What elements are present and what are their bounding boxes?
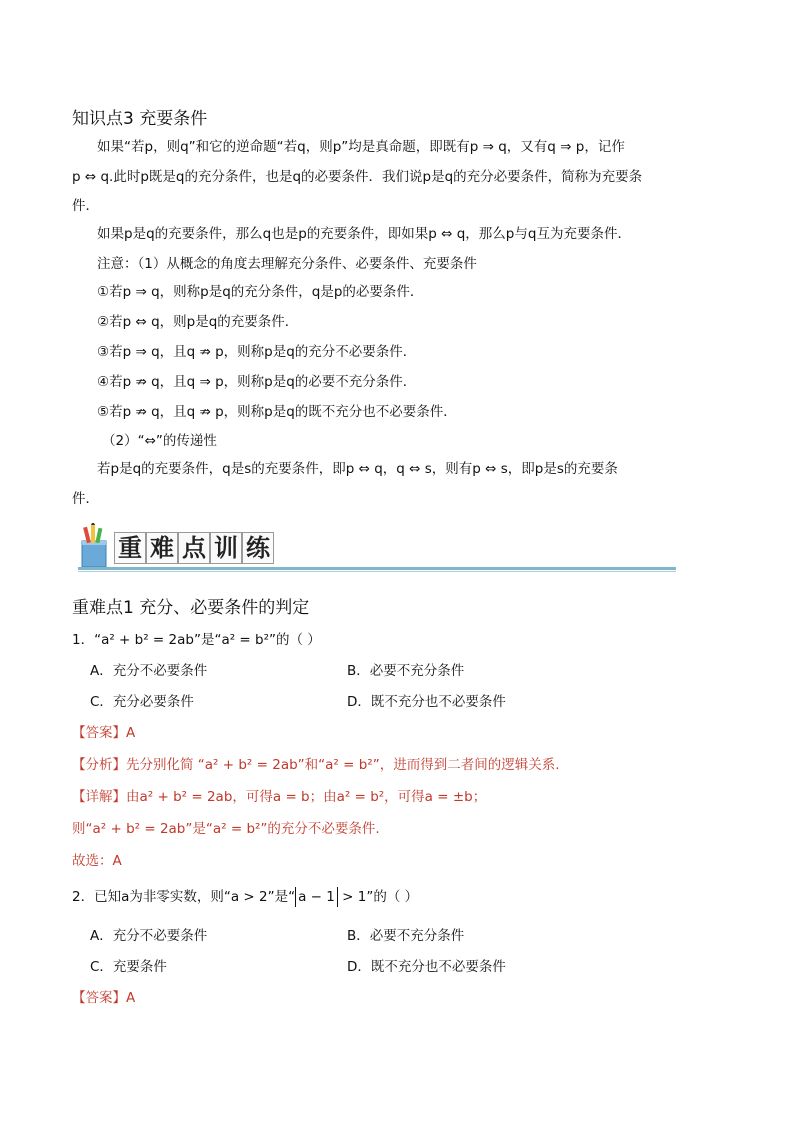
- list-item: ②若p ⇔ q，则p是q的充要条件．: [97, 314, 299, 330]
- answer-value: A: [126, 990, 136, 1006]
- option-c: C．充分必要条件: [90, 694, 194, 710]
- analysis-text: 先分别化简 “a² + b² = 2ab”和“a² = b²”，进而得到二者间的逻辑关系.: [126, 757, 560, 773]
- answer-tag: 【答案】: [72, 990, 126, 1006]
- option-b: B．必要不充分条件: [347, 663, 465, 679]
- answer-tag: 【答案】: [72, 725, 126, 741]
- option-d: D．既不充分也不必要条件: [347, 959, 506, 975]
- option-d: D．既不充分也不必要条件: [347, 694, 506, 710]
- question-stem: [72, 887, 418, 907]
- stem-pre: 2．已知a为非零实数，则“a > 2”是“: [72, 889, 296, 905]
- answer-value: A: [126, 725, 136, 741]
- sub-heading: （2）“⇔”的传递性: [102, 433, 217, 449]
- option-c: C．充要条件: [90, 959, 167, 975]
- detail-line: [72, 787, 486, 807]
- banner-char: 重: [114, 532, 146, 564]
- abs-expression: a − 1: [295, 887, 338, 907]
- conclusion-line: 则“a² + b² = 2ab”是“a² = b²”的充分不必要条件.: [72, 821, 380, 837]
- stem-post: > 1”的（ ）: [337, 889, 419, 905]
- banner-underline: [78, 567, 676, 570]
- paragraph-line: p ⇔ q.此时p既是q的充分条件，也是q的必要条件．我们说p是q的充分必要条件，简称为充要条: [72, 169, 643, 185]
- banner-char: 训: [210, 532, 242, 564]
- paragraph-line: 件．: [72, 198, 99, 214]
- detail-text: 由a² + b² = 2ab，可得a = b；由a² = b²，可得a = ±b；: [126, 789, 487, 805]
- banner-char: 练: [242, 532, 274, 564]
- analysis-line: [72, 755, 560, 775]
- option-a: A．充分不必要条件: [90, 663, 208, 679]
- answer-line: [72, 723, 135, 743]
- option-b: B．必要不充分条件: [347, 928, 465, 944]
- banner-char: 点: [178, 532, 210, 564]
- pencil-cup-icon: [78, 523, 112, 569]
- banner-underline-thin: [78, 571, 676, 572]
- section-title: 知识点3 充要条件: [72, 109, 208, 129]
- paragraph-line: 若p是q的充要条件，q是s的充要条件，即p ⇔ q，q ⇔ s，则有p ⇔ s，即p是s的充要条: [97, 461, 618, 477]
- paragraph: 如果p是q的充要条件，那么q也是p的充要条件，即如果p ⇔ q，那么p与q互为充要条件．: [97, 226, 631, 242]
- choose-line: 故选：A: [72, 853, 122, 869]
- note-heading: 注意：（1）从概念的角度去理解充分条件、必要条件、充要条件: [97, 256, 477, 272]
- paragraph-line: 如果“若p，则q”和它的逆命题“若q，则p”均是真命题，即既有p ⇒ q，又有q ⇒ p，记作: [97, 139, 625, 155]
- answer-line: [72, 988, 135, 1008]
- analysis-tag: 【分析】: [72, 757, 126, 773]
- banner-char: 难: [146, 532, 178, 564]
- section-title: 重难点1 充分、必要条件的判定: [72, 598, 310, 618]
- option-a: A．充分不必要条件: [90, 928, 208, 944]
- list-item: ③若p ⇒ q，且q ⇏ p，则称p是q的充分不必要条件．: [97, 344, 417, 360]
- list-item: ①若p ⇒ q，则称p是q的充分条件，q是p的必要条件．: [97, 284, 424, 300]
- list-item: ⑤若p ⇏ q，且q ⇏ p，则称p是q的既不充分也不必要条件．: [97, 404, 457, 420]
- detail-tag: 【详解】: [72, 789, 126, 805]
- paragraph-line: 件．: [72, 491, 99, 507]
- list-item: ④若p ⇏ q，且q ⇒ p，则称p是q的必要不充分条件．: [97, 374, 417, 390]
- question-stem: 1．“a² + b² = 2ab”是“a² = b²”的（ ）: [72, 632, 321, 648]
